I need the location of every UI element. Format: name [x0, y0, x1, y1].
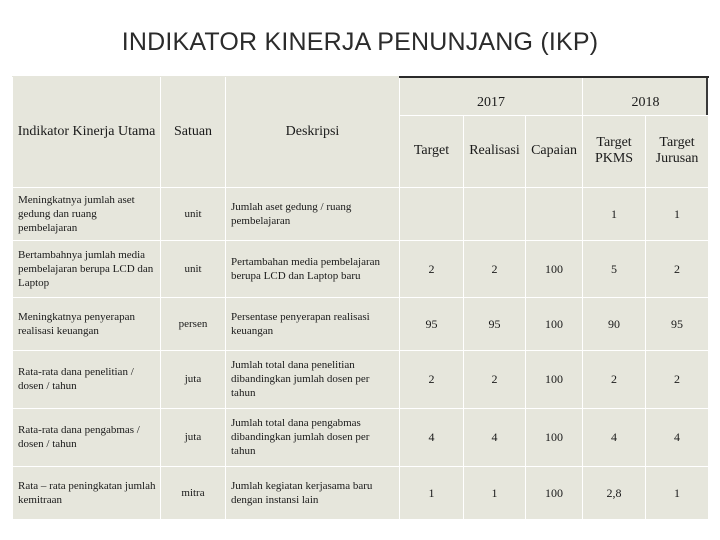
realisasi-cell: 95 [464, 297, 526, 350]
deskripsi-cell: Jumlah total dana penelitian dibandingkan jumlah dosen per tahun [226, 350, 400, 408]
header-year-2017: 2017 [400, 77, 583, 116]
header-deskripsi: Deskripsi [226, 77, 400, 187]
realisasi-cell: 1 [464, 466, 526, 519]
page-title: INDIKATOR KINERJA PENUNJANG (IKP) [121, 28, 599, 56]
realisasi-cell [464, 187, 526, 240]
table-row [13, 408, 709, 466]
realisasi-cell: 2 [464, 350, 526, 408]
target-cell: 95 [400, 297, 464, 350]
table-row [13, 350, 709, 408]
target-cell: 4 [400, 408, 464, 466]
satuan-cell: unit [161, 240, 226, 297]
target-cell [400, 187, 464, 240]
header-realisasi: Realisasi [464, 116, 526, 187]
target-cell: 2 [400, 240, 464, 297]
table-row [13, 466, 709, 519]
ikp-table-container [12, 76, 708, 520]
satuan-cell: mitra [161, 466, 226, 519]
table-row [13, 240, 709, 297]
capaian-cell: 100 [526, 466, 583, 519]
capaian-cell: 100 [526, 350, 583, 408]
satuan-cell: juta [161, 350, 226, 408]
indikator-cell: Meningkatnya penyerapan realisasi keuangan [13, 297, 161, 350]
target-jurusan-cell: 4 [646, 408, 709, 466]
target-pkms-cell: 90 [583, 297, 646, 350]
capaian-cell: 100 [526, 297, 583, 350]
target-pkms-cell: 2 [583, 350, 646, 408]
target-pkms-cell: 1 [583, 187, 646, 240]
header-satuan: Satuan [161, 77, 226, 187]
target-cell: 2 [400, 350, 464, 408]
header-target-pkms: Target PKMS [583, 116, 646, 187]
indikator-cell: Rata-rata dana pengabmas / dosen / tahun [13, 408, 161, 466]
header-target-jurusan: Target Jurusan [646, 116, 709, 187]
target-jurusan-cell: 95 [646, 297, 709, 350]
satuan-cell: unit [161, 187, 226, 240]
header-indikator: Indikator Kinerja Utama [13, 77, 161, 187]
satuan-cell: juta [161, 408, 226, 466]
target-jurusan-cell: 1 [646, 187, 709, 240]
target-pkms-cell: 4 [583, 408, 646, 466]
deskripsi-cell: Jumlah aset gedung / ruang pembelajaran [226, 187, 400, 240]
target-pkms-cell: 5 [583, 240, 646, 297]
realisasi-cell: 4 [464, 408, 526, 466]
capaian-cell: 100 [526, 240, 583, 297]
satuan-cell: persen [161, 297, 226, 350]
indikator-cell: Bertambahnya jumlah media pembelajaran berupa LCD dan Laptop [13, 240, 161, 297]
deskripsi-cell: Jumlah kegiatan kerjasama baru dengan instansi lain [226, 466, 400, 519]
target-cell: 1 [400, 466, 464, 519]
target-jurusan-cell: 1 [646, 466, 709, 519]
header-year-2018: 2018 [583, 77, 709, 116]
deskripsi-cell: Jumlah total dana pengabmas dibandingkan jumlah dosen per tahun [226, 408, 400, 466]
indikator-cell: Meningkatnya jumlah aset gedung dan ruang pembelajaran [13, 187, 161, 240]
deskripsi-cell: Pertambahan media pembelajaran berupa LCD dan Laptop baru [226, 240, 400, 297]
header-target: Target [400, 116, 464, 187]
table-row [13, 187, 709, 240]
target-jurusan-cell: 2 [646, 350, 709, 408]
deskripsi-cell: Persentase penyerapan realisasi keuangan [226, 297, 400, 350]
table-row [13, 297, 709, 350]
ikp-table [12, 76, 709, 520]
realisasi-cell: 2 [464, 240, 526, 297]
target-pkms-cell: 2,8 [583, 466, 646, 519]
target-jurusan-cell: 2 [646, 240, 709, 297]
header-capaian: Capaian [526, 116, 583, 187]
capaian-cell: 100 [526, 408, 583, 466]
indikator-cell: Rata-rata dana penelitian / dosen / tahun [13, 350, 161, 408]
indikator-cell: Rata – rata peningkatan jumlah kemitraan [13, 466, 161, 519]
capaian-cell [526, 187, 583, 240]
